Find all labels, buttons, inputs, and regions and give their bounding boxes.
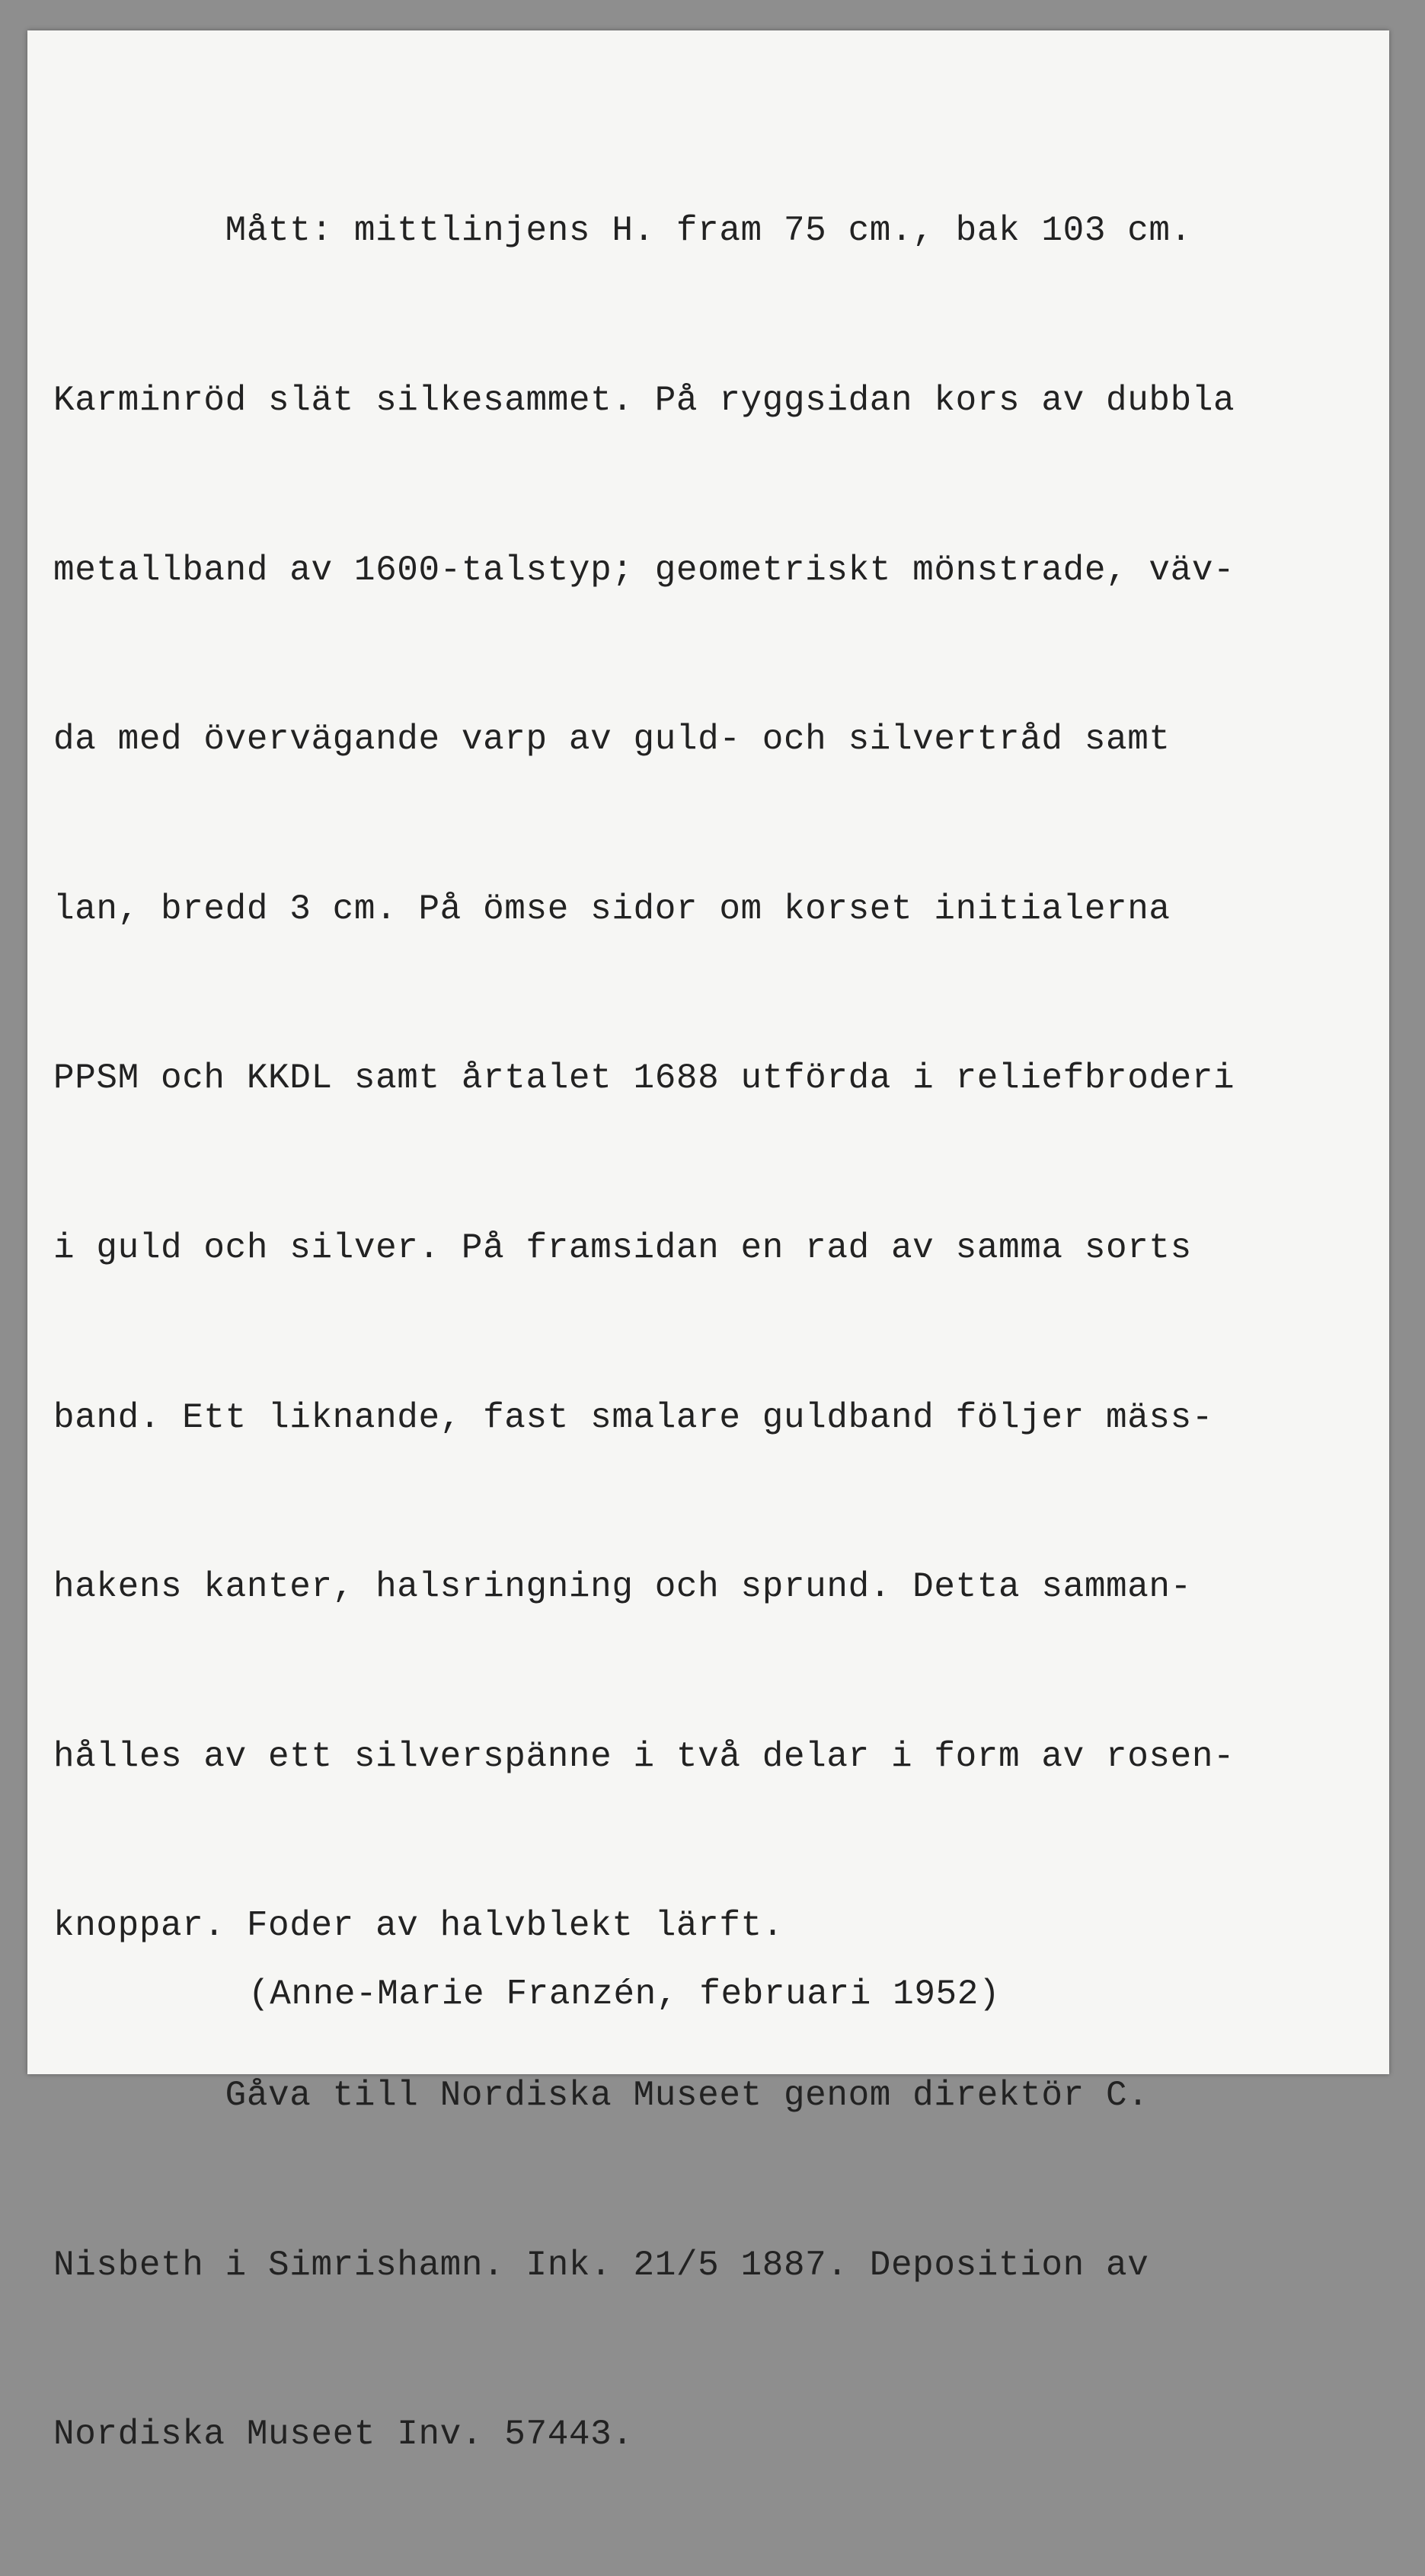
- text-line: Nisbeth i Simrishamn. Ink. 21/5 1887. Deposition av: [53, 2245, 1149, 2285]
- text-line: lan, bredd 3 cm. På ömse sidor om korset initialerna: [53, 889, 1171, 929]
- author-signature-line: (Anne-Marie Franzén, februari 1952): [248, 1974, 1001, 2014]
- text-line: i guld och silver. På framsidan en rad av samma sorts: [53, 1227, 1192, 1268]
- text-line: metallband av 1600-talstyp; geometriskt mönstrade, väv-: [53, 550, 1235, 590]
- text-line: Mått: mittlinjens H. fram 75 cm., bak 103 cm.: [53, 211, 1192, 251]
- card-body-text: [53, 90, 1235, 2576]
- text-line: Gåva till Nordiska Museet genom direktör C.: [53, 2075, 1149, 2115]
- catalog-card: [27, 30, 1389, 2455]
- text-line: Karminröd slät silkesammet. På ryggsidan kors av dubbla: [53, 381, 1235, 420]
- text-line: PPSM och KKDL samt årtalet 1688 utförda i reliefbroderi: [53, 1058, 1235, 1099]
- text-line: knoppar. Foder av halvblekt lärft.: [53, 1906, 784, 1946]
- text-line: da med övervägande varp av guld- och silvertråd samt: [53, 720, 1171, 760]
- text-line: hakens kanter, halsringning och sprund. Detta samman-: [53, 1567, 1192, 1607]
- text-line: hålles av ett silverspänne i två delar i form av rosen-: [53, 1736, 1235, 1776]
- text-line: band. Ett liknande, fast smalare guldband följer mäss-: [53, 1397, 1214, 1438]
- text-line: Nordiska Museet Inv. 57443.: [53, 2415, 634, 2455]
